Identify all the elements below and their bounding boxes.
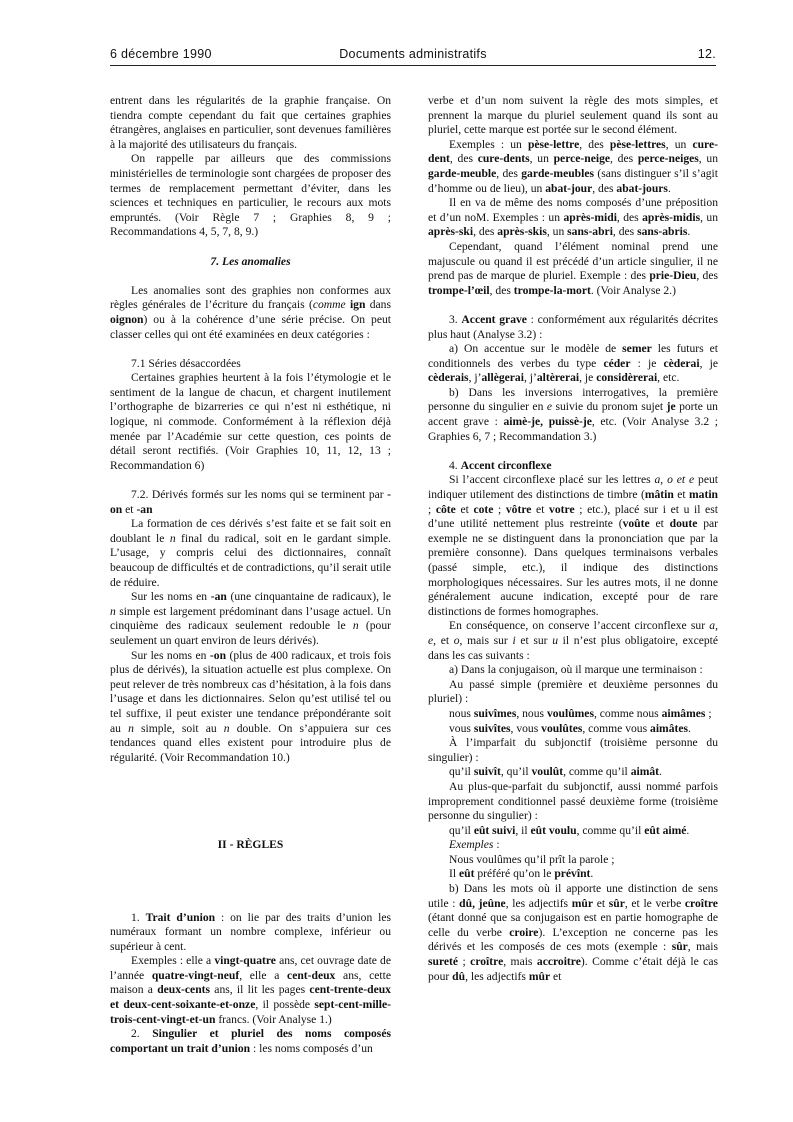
spacer — [428, 444, 718, 459]
paragraph: En conséquence, on conserve l’accent circonflexe sur a, e, et o, mais sur i et sur u il n’est plus obligatoire, excepté dans les cas suivants : — [428, 619, 719, 662]
example-label: Exemples : — [449, 838, 500, 852]
paragraph: Sur les noms en -on (plus de 400 radicaux, et trois fois plus de dérivés), la situation actuelle est plus complexe. On peut relever de très nombreux cas d’hésitation, à la fois dans l’usage et dans les dictionnaires. Selon qu’est utilisé tel ou tel suffixe, il peut exister une tendance prépondérante soit au n simple, soit au n double. On s’appuiera sur ces tendances quand elles existent pour introduire plus de régularité. (Voir Recommandation 10.) — [110, 648, 391, 764]
paragraph: entrent dans les régularités de la graphie française. On tiendra compte cependant du fait que certaines graphies étrangères, anglaises en particulier, sont devenues familières à la majorité des utilisateurs du français. — [110, 94, 391, 151]
paragraph: 1. Trait d’union : on lie par des traits d’union les numéraux formant un nombre complexe, inférieur ou supérieur à cent. — [110, 910, 392, 953]
page-header — [110, 47, 716, 65]
paragraph: b) Dans les mots où il apporte une distinction de sens utile : dû, jeûne, les adjectifs mûr et sûr, et le verbe croître (étant donné que sa conjugaison est en partie homographe de celle du verbe croire). L’exception ne concerne pas les dérivés et les composés de ces mots (exemple : sûr, mais sureté ; croître, mais accroitre). Comme c’était déjà le cas pour dû, les adjectifs mûr et — [428, 882, 718, 983]
paragraph: La formation de ces dérivés s’est faite et se fait soit en doublant le n final du radical, soit en le gardant simple. L’usage, y compris celui des dictionnaires, connaît beaucoup de difficultés et de contradictions, qu’il serait utile de réduire. — [110, 517, 391, 589]
paragraph: Au passé simple (première et deuxième personnes du pluriel) : — [428, 677, 718, 706]
paragraph: Au plus-que-parfait du subjonctif, aussi nommé parfois improprement conditionnel passé deuxième forme (troisième personne du singulier) : — [428, 779, 718, 823]
spacer — [110, 473, 391, 488]
paragraph: On rappelle par ailleurs que des commissions ministérielles de terminologie sont chargées de proposer des termes de remplacement permettant d’éviter, dans les sciences et techniques en particulier, le recours aux mots empruntés. (Voir Règle 7 ; Graphies 8, 9 ; Recommandations 4, 5, 7, 8, 9.) — [110, 152, 391, 239]
paragraph: 2. Singulier et pluriel des noms composés comportant un trait d’union : les noms composés d’un — [110, 1027, 391, 1055]
paragraph: À l’imparfait du subjonctif (troisième personne du singulier) : — [428, 736, 718, 764]
page-number: 12. — [697, 47, 716, 61]
spacer — [110, 342, 391, 357]
paragraph: Exemples : elle a vingt-quatre ans, cet ouvrage date de l’année quatre-vingt-neuf, elle a cent-deux ans, cette maison a deux-cents ans, il lit les pages cent-trente-deux et deux-cent-soixante-et-onze, il possède sept-cent-mille-trois-cent-vingt-et-un francs. (Voir Analyse 1.) — [110, 954, 391, 1026]
paragraph: 4. Accent circonflexe — [449, 458, 552, 472]
paragraph: 3. Accent grave : conformément aux régularités décrites plus haut (Analyse 3.2) : — [428, 312, 719, 341]
paragraph: b) Dans les inversions interrogatives, la première personne du singulier en e suivie du pronom sujet je porte un accent grave : aimè-je, puissè-je, etc. (Voir Analyse 3.2 ; Graphies 6, 7 ; Recommandation 3.) — [428, 385, 719, 443]
paragraph: verbe et d’un nom suivent la règle des mots simples, et prennent la marque du pluriel seulement quand ils sont au pluriel, cette marque est portée sur le second élément. — [428, 94, 718, 137]
section-heading-regles: II - RÈGLES — [217, 837, 284, 851]
paragraph: a) Dans la conjugaison, où il marque une terminaison : — [449, 663, 703, 677]
paragraph: Il en va de même des noms composés d’une préposition et d’un noM. Exemples : un après-midi, des après-midis, un après-ski, des après-skis, un sans-abri, des sans-abris. — [428, 196, 718, 239]
spacer — [110, 240, 391, 255]
right-column — [428, 94, 718, 984]
example-line: vous suivîtes, vous voulûtes, comme vous aimâtes. — [449, 721, 691, 735]
subsection-title: 7.1 Séries désaccordées — [131, 356, 241, 370]
spacer — [110, 823, 391, 838]
spacer — [428, 298, 718, 313]
paragraph: Si l’accent circonflexe placé sur les lettres a, o et e peut indiquer utilement des distinctions de timbre (mâtin et matin ; côte et cote ; vôtre et votre ; etc.), placé sur i et u il est d’une utilité nettement plus restreinte (voûte et doute par exemple ne se distinguent dans la prononciation que par la première consonne). Dans quelques terminaisons verbales (passé simple, etc.), il indique des distinctions morphologiques nécessaires. Sur les autres mots, il ne donne généralement aucune indication, excepté pour de rare distinctions de formes homographes. — [428, 473, 719, 618]
example-line: Nous voulûmes qu’il prît la parole ; — [449, 852, 615, 866]
header-rule — [110, 65, 716, 66]
paragraph: Exemples : un pèse-lettre, des pèse-lettres, un cure-dent, des cure-dents, un perce-neige, des perce-neiges, un garde-meuble, des garde-meubles (sans distinguer s’il s’agit d’homme ou de lieu), un abat-jour, des abat-jours. — [428, 137, 719, 195]
spacer — [110, 269, 391, 284]
header-title: Documents administratifs — [339, 47, 487, 61]
example-line: nous suivîmes, nous voulûmes, comme nous aimâmes ; — [449, 706, 712, 720]
left-column — [110, 94, 391, 1056]
paragraph: Les anomalies sont des graphies non conformes aux règles générales de l’écriture du français (comme ign dans oignon) ou à la cohérence d’une série précise. On peut classer celles qui ont été examinées en deux catégories : — [110, 283, 391, 341]
example-line: qu’il eût suivi, il eût voulu, comme qu’il eût aimé. — [449, 823, 690, 837]
paragraph: a) On accentue sur le modèle de semer les futurs et conditionnels des verbes du type céder : je cèderai, je cèderais, j’allègerai, j’altèrerai, je considèrerai, etc. — [428, 342, 719, 385]
spacer — [110, 853, 391, 911]
paragraph: Cependant, quand l’élément nominal prend une majuscule ou quand il est précédé d’un article singulier, il ne prend pas de marque de pluriel. Exemple : des prie-Dieu, des trompe-l’œil, des trompe-la-mort. (Voir Analyse 2.) — [428, 239, 718, 297]
spacer — [110, 765, 391, 823]
paragraph: Certaines graphies heurtent à la fois l’étymologie et le sentiment de la langue de chacun, et chargent inutilement l’orthographe de bizarreries ce qui n’est ni esthétique, ni logique, ni commode. Conformément à la réflexion déjà menée par l’Académie sur cette question, ces points de détail seront rectifiés. (Voir Graphies 10, 11, 12, 13 ; Recommandation 6) — [110, 371, 391, 472]
example-line: Il eût préféré qu’on le prévînt. — [449, 867, 594, 881]
example-line: qu’il suivît, qu’il voulût, comme qu’il aimât. — [449, 765, 662, 779]
header-date: 6 décembre 1990 — [110, 47, 212, 61]
section-heading-anomalies: 7. Les anomalies — [210, 254, 291, 268]
subsection-title: 7.2. Dérivés formés sur les noms qui se terminent par -on et -an — [110, 488, 391, 516]
paragraph: Sur les noms en -an (une cinquantaine de radicaux), le n simple est largement prédominant dans l’usage actuel. Un cinquième des radicaux seulement redouble le n (pour seulement un quart environ de leurs dérivés). — [110, 590, 391, 647]
